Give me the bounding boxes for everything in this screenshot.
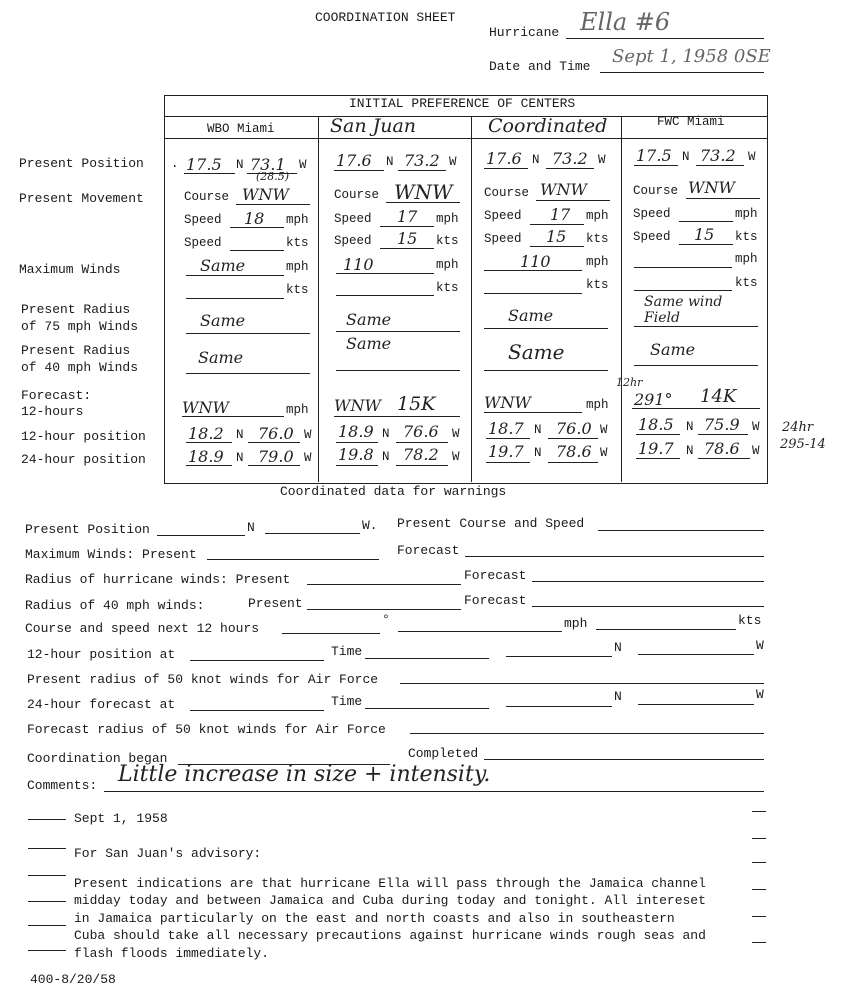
table-title: INITIAL PREFERENCE OF CENTERS — [349, 96, 576, 111]
row-label-maximum-winds: Maximum Winds — [19, 262, 121, 277]
fwc-fc12[interactable]: 291° — [634, 390, 673, 409]
cd-radius-hurricane-label: Radius of hurricane winds: Present — [25, 572, 291, 587]
wbo-pos-w[interactable]: 73.1 — [250, 155, 286, 174]
cd-radius-40-forecast-field[interactable] — [532, 606, 764, 607]
fwc-p24-n[interactable]: 19.7 — [638, 439, 674, 458]
col-divider-3 — [621, 116, 622, 482]
date-label: Date and Time — [489, 59, 591, 74]
cd-fc24-at-label: 24-hour forecast at — [27, 697, 176, 712]
cd-present-position-w-field[interactable] — [265, 533, 360, 534]
col-divider-1 — [318, 116, 319, 482]
hurricane-label: Hurricane — [489, 25, 560, 40]
cd-fc-radius50-label: Forecast radius of 50 knot winds for Air Force — [27, 722, 386, 737]
advisory-line-1: Present indications are that hurricane Ella will pass through the Jamaica channel — [74, 876, 706, 891]
coord-fc12[interactable]: WNW — [484, 393, 531, 412]
fwc-side-note-b: 295-14 — [780, 437, 826, 452]
wbo-course[interactable]: WNW — [242, 185, 289, 204]
cd-fc24-time-field[interactable] — [365, 708, 489, 709]
row-label-radius40-b: of 40 mph Winds — [21, 360, 139, 375]
advisory-dash-6 — [28, 950, 66, 951]
wbo-p12-w[interactable]: 76.0 — [258, 424, 294, 443]
col-divider-2 — [471, 116, 472, 482]
col-header-fwc: FWC Miami — [657, 115, 725, 129]
coord-r75[interactable]: Same — [508, 306, 554, 325]
fwc-r75[interactable]: Same wind Field — [644, 294, 723, 326]
cd-present-course-speed-field[interactable] — [598, 530, 764, 531]
sanjuan-fc12-speed[interactable]: 15K — [397, 393, 436, 415]
wbo-r75[interactable]: Same — [200, 311, 246, 330]
cd-max-winds-present-field[interactable] — [207, 559, 379, 560]
fwc-p24-w[interactable]: 78.6 — [704, 439, 740, 458]
coord-pos-n[interactable]: 17.6 — [486, 149, 522, 168]
fwc-r40[interactable]: Same — [650, 340, 696, 359]
cd-comments-field[interactable] — [104, 791, 764, 792]
advisory-dash-2 — [28, 848, 66, 849]
coord-p12-n[interactable]: 18.7 — [488, 419, 524, 438]
cd-pos12-n-field[interactable] — [506, 656, 612, 657]
sanjuan-pos-w[interactable]: 73.2 — [404, 151, 440, 170]
row-label-present-position: Present Position — [19, 156, 144, 171]
cd-present-course-speed-label: Present Course and Speed — [397, 516, 585, 531]
advisory-for: For San Juan's advisory: — [74, 846, 262, 861]
cd-course-speed-12-label: Course and speed next 12 hours — [25, 621, 260, 636]
wbo-p24-n[interactable]: 18.9 — [188, 447, 224, 466]
cd-radius50-present-field[interactable] — [400, 683, 764, 684]
cd-present-position-n-field[interactable] — [157, 535, 245, 536]
sheet-title: COORDINATION SHEET — [315, 10, 456, 25]
sanjuan-r75[interactable]: Same — [346, 310, 392, 329]
coord-speed-mph[interactable]: 17 — [550, 205, 571, 224]
sanjuan-fc12[interactable]: WNW — [334, 396, 381, 415]
cd-completed-label: Completed — [408, 746, 479, 761]
cd-radius-hurricane-present-field[interactable] — [307, 584, 461, 585]
row-label-12hr-position: 12-hour position — [21, 429, 146, 444]
fwc-fc12-hr: 12hr — [616, 376, 643, 389]
row-label-radius75-a: Present Radius — [21, 302, 131, 317]
right-dash-6 — [752, 942, 766, 943]
cd-fc24-n-field[interactable] — [506, 706, 612, 707]
right-dash-5 — [752, 916, 766, 917]
row-label-forecast-b: 12-hours — [21, 404, 84, 419]
right-dash-2 — [752, 838, 766, 839]
cd-max-winds-forecast-field[interactable] — [465, 556, 764, 557]
col-header-wbo: WBO Miami — [207, 122, 275, 136]
hurricane-line — [566, 38, 764, 39]
fwc-p12-n[interactable]: 18.5 — [638, 415, 674, 434]
right-dash-3 — [752, 862, 766, 863]
cd-fc24-w-field[interactable] — [638, 704, 754, 705]
sanjuan-p12-w[interactable]: 76.6 — [403, 422, 439, 441]
sanjuan-p24-w[interactable]: 78.2 — [403, 445, 439, 464]
coord-r40[interactable]: Same — [508, 340, 565, 364]
sanjuan-r40[interactable]: Same — [346, 334, 392, 353]
cd-fc-radius50-field[interactable] — [410, 733, 764, 734]
cd-completed-field[interactable] — [484, 759, 764, 760]
wbo-p12-n[interactable]: 18.2 — [188, 424, 224, 443]
date-line — [600, 72, 764, 73]
fwc-fc12-speed[interactable]: 14K — [700, 386, 737, 407]
cd-radius50-present-label: Present radius of 50 knot winds for Air Force — [27, 672, 379, 687]
coord-course[interactable]: WNW — [540, 180, 587, 199]
cd-max-winds-label: Maximum Winds: Present — [25, 547, 197, 562]
cd-speed-12-kts-field[interactable] — [596, 629, 736, 630]
cd-pos12-w-field[interactable] — [638, 654, 754, 655]
coordinated-title: Coordinated data for warnings — [280, 484, 507, 499]
sanjuan-pos-n[interactable]: 17.6 — [336, 151, 372, 170]
sanjuan-maxwind-mph[interactable]: 110 — [343, 255, 374, 274]
coord-speed-kts[interactable]: 15 — [546, 227, 567, 246]
advisory-line-2: midday today and between Jamaica and Cuba during today and tonight. All intereset — [74, 893, 706, 908]
row-label-24hr-position: 24-hour position — [21, 452, 146, 467]
form-number: 400-8/20/58 — [30, 972, 116, 987]
cd-fc24-at-field[interactable] — [190, 710, 324, 711]
row-label-present-movement: Present Movement — [19, 191, 144, 206]
right-dash-1 — [752, 811, 766, 812]
fwc-speed-kts[interactable]: 15 — [694, 225, 715, 244]
fwc-pos-n[interactable]: 17.5 — [636, 146, 672, 165]
cd-radius-40-label: Radius of 40 mph winds: — [25, 598, 205, 613]
table-header-divider — [164, 138, 767, 139]
cd-pos12-at-field[interactable] — [190, 660, 324, 661]
col-header-coordinated: Coordinated — [488, 115, 608, 137]
fwc-pos-w[interactable]: 73.2 — [700, 146, 736, 165]
cd-radius-40-present-field[interactable] — [307, 609, 461, 610]
wbo-p24-w[interactable]: 79.0 — [258, 447, 294, 466]
wbo-maxwind-mph[interactable]: Same — [200, 256, 246, 275]
row-label-radius40-a: Present Radius — [21, 343, 131, 358]
cd-speed-12-mph-field[interactable] — [398, 631, 562, 632]
advisory-line-5: flash floods immediately. — [74, 946, 270, 961]
advisory-dash-1 — [28, 819, 66, 820]
cd-comments-label: Comments: — [27, 778, 98, 793]
sanjuan-p24-n[interactable]: 19.8 — [338, 445, 374, 464]
advisory-dash-5 — [28, 925, 66, 926]
wbo-pos-n[interactable]: 17.5 — [186, 155, 222, 174]
cd-radius-hurricane-forecast-field[interactable] — [532, 581, 764, 582]
advisory-line-4: Cuba should take all necessary precautions against hurricane winds rough seas and — [74, 928, 706, 943]
cd-pos12-time-field[interactable] — [365, 658, 489, 659]
advisory-line-3: in Jamaica particularly on the east and north coasts and also in southeastern — [74, 911, 675, 926]
coord-maxwind-mph[interactable]: 110 — [520, 252, 551, 271]
cd-comments-value[interactable]: Little increase in size + intensity. — [118, 762, 491, 787]
col-header-sanjuan: San Juan — [330, 115, 417, 137]
sanjuan-speed-kts[interactable]: 15 — [397, 229, 418, 248]
fwc-side-note-a: 24hr — [782, 420, 814, 435]
hurricane-value[interactable]: Ella #6 — [580, 8, 671, 36]
date-value[interactable]: Sept 1, 1958 0SE — [612, 46, 771, 67]
coord-p12-w[interactable]: 76.0 — [556, 419, 592, 438]
row-label-radius75-b: of 75 mph Winds — [21, 319, 139, 334]
wbo-fc12[interactable]: WNW — [182, 398, 229, 417]
advisory-dash-4 — [28, 901, 66, 902]
cd-present-position-label: Present Position — [25, 522, 150, 537]
coord-p24-w[interactable]: 78.6 — [556, 442, 592, 461]
cd-course-12-field[interactable] — [282, 633, 380, 634]
cd-coord-began-label: Coordination began — [27, 751, 168, 766]
sanjuan-speed-mph[interactable]: 17 — [397, 207, 418, 226]
coord-pos-w[interactable]: 73.2 — [552, 149, 588, 168]
wbo-pos-note: (28.5) — [256, 170, 290, 183]
advisory-date: Sept 1, 1958 — [74, 811, 168, 826]
fwc-course[interactable]: WNW — [688, 178, 735, 197]
right-dash-4 — [752, 889, 766, 890]
sanjuan-p12-n[interactable]: 18.9 — [338, 422, 374, 441]
sanjuan-course[interactable]: WNW — [394, 180, 453, 204]
coord-p24-n[interactable]: 19.7 — [488, 442, 524, 461]
wbo-r40[interactable]: Same — [198, 348, 244, 367]
row-label-forecast-a: Forecast: — [21, 388, 92, 403]
fwc-p12-w[interactable]: 75.9 — [704, 415, 740, 434]
advisory-dash-3 — [28, 875, 66, 876]
cd-pos12-at-label: 12-hour position at — [27, 647, 176, 662]
wbo-speed-mph[interactable]: 18 — [244, 209, 265, 228]
